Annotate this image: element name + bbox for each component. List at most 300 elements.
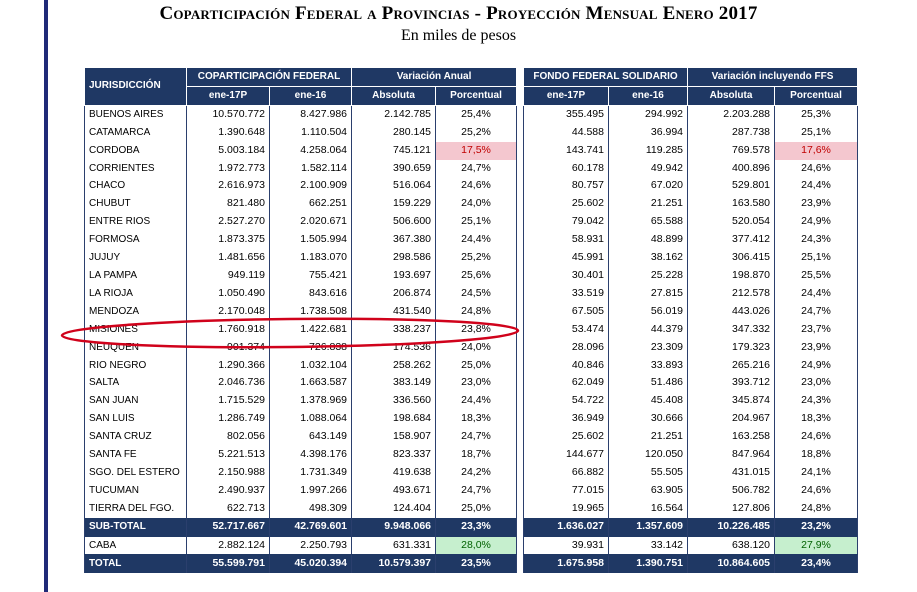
cell-var-absoluta: 206.874 <box>352 285 436 303</box>
cell-cf-ene16: 1.378.969 <box>270 392 352 410</box>
cell-ffs-porcentual: 24,6% <box>775 482 858 500</box>
cell-jurisdiccion: CHUBUT <box>85 195 187 213</box>
cell-cf-ene17p: 2.150.988 <box>187 464 270 482</box>
cell-cf-ene16: 843.616 <box>270 285 352 303</box>
cell-var-absoluta: 493.671 <box>352 482 436 500</box>
cell-ffs-absoluta: 345.874 <box>688 392 775 410</box>
cell-jurisdiccion: FORMOSA <box>85 231 187 249</box>
table-row <box>524 177 858 195</box>
cell-var-porcentual: 25,0% <box>436 357 517 375</box>
cell-ffs-ene17p: 58.931 <box>524 231 609 249</box>
table-row <box>85 142 517 160</box>
cell-ffs-ene17p: 1.636.027 <box>524 518 609 536</box>
cell-jurisdiccion: SANTA FE <box>85 446 187 464</box>
cell-jurisdiccion: CORRIENTES <box>85 160 187 178</box>
cell-ffs-absoluta: 212.578 <box>688 285 775 303</box>
cell-ffs-ene16: 51.486 <box>609 374 688 392</box>
cell-var-absoluta: 9.948.066 <box>352 518 436 536</box>
cell-ffs-absoluta: 769.578 <box>688 142 775 160</box>
cell-ffs-absoluta: 443.026 <box>688 303 775 321</box>
cell-cf-ene16: 4.258.064 <box>270 142 352 160</box>
cell-jurisdiccion: SUB-TOTAL <box>85 518 187 536</box>
cell-var-porcentual: 24,4% <box>436 231 517 249</box>
coparticipacion-table <box>84 67 517 573</box>
cell-jurisdiccion: BUENOS AIRES <box>85 105 187 123</box>
cell-cf-ene17p: 1.715.529 <box>187 392 270 410</box>
cell-ffs-ene16: 55.505 <box>609 464 688 482</box>
cell-ffs-absoluta: 10.226.485 <box>688 518 775 536</box>
cell-jurisdiccion: TUCUMAN <box>85 482 187 500</box>
table-row <box>524 231 858 249</box>
cell-var-absoluta: 198.684 <box>352 410 436 428</box>
cell-jurisdiccion: SANTA CRUZ <box>85 428 187 446</box>
table-row <box>85 339 517 357</box>
table-row <box>524 446 858 464</box>
cell-cf-ene17p: 2.046.736 <box>187 374 270 392</box>
cell-jurisdiccion: SALTA <box>85 374 187 392</box>
cell-cf-ene16: 498.309 <box>270 500 352 518</box>
table-row <box>524 142 858 160</box>
cell-ffs-porcentual: 24,4% <box>775 285 858 303</box>
cell-jurisdiccion: NEUQUEN <box>85 339 187 357</box>
cell-cf-ene17p: 802.056 <box>187 428 270 446</box>
sub-row <box>524 518 858 536</box>
cell-ffs-porcentual: 18,8% <box>775 446 858 464</box>
cell-ffs-ene16: 56.019 <box>609 303 688 321</box>
col-header-porcentual: Porcentual <box>436 86 517 105</box>
cell-jurisdiccion: CABA <box>85 536 187 555</box>
table-row <box>524 410 858 428</box>
cell-cf-ene16: 755.421 <box>270 267 352 285</box>
cell-cf-ene17p: 821.480 <box>187 195 270 213</box>
cell-cf-ene16: 4.398.176 <box>270 446 352 464</box>
cell-ffs-porcentual: 24,3% <box>775 231 858 249</box>
cell-ffs-ene16: 27.815 <box>609 285 688 303</box>
cell-cf-ene16: 45.020.394 <box>270 555 352 573</box>
table-row <box>85 303 517 321</box>
cell-var-absoluta: 390.659 <box>352 160 436 178</box>
cell-cf-ene17p: 2.490.937 <box>187 482 270 500</box>
cell-ffs-absoluta: 377.412 <box>688 231 775 249</box>
cell-var-porcentual: 28,0% <box>436 536 517 555</box>
cell-cf-ene17p: 1.290.366 <box>187 357 270 375</box>
table-row <box>524 303 858 321</box>
cell-ffs-ene17p: 33.519 <box>524 285 609 303</box>
cell-jurisdiccion: CATAMARCA <box>85 124 187 142</box>
cell-var-absoluta: 431.540 <box>352 303 436 321</box>
cell-cf-ene16: 1.738.508 <box>270 303 352 321</box>
variacion-anual-group-header: Variación Anual <box>352 68 517 87</box>
cell-ffs-porcentual: 24,1% <box>775 464 858 482</box>
cell-ffs-ene16: 65.588 <box>609 213 688 231</box>
cell-ffs-absoluta: 393.712 <box>688 374 775 392</box>
cell-ffs-ene17p: 79.042 <box>524 213 609 231</box>
table-row <box>85 410 517 428</box>
cell-var-absoluta: 174.536 <box>352 339 436 357</box>
cell-cf-ene17p: 5.003.184 <box>187 142 270 160</box>
cell-ffs-ene16: 36.994 <box>609 124 688 142</box>
cell-var-absoluta: 516.064 <box>352 177 436 195</box>
cell-var-absoluta: 383.149 <box>352 374 436 392</box>
table-row <box>85 160 517 178</box>
cell-ffs-absoluta: 2.203.288 <box>688 105 775 123</box>
col-header-ene17p: ene-17P <box>187 86 270 105</box>
cell-var-absoluta: 10.579.397 <box>352 555 436 573</box>
cell-var-porcentual: 24,7% <box>436 428 517 446</box>
col-header-ene16: ene-16 <box>270 86 352 105</box>
cell-cf-ene16: 643.149 <box>270 428 352 446</box>
cell-var-porcentual: 18,7% <box>436 446 517 464</box>
cell-ffs-absoluta: 10.864.605 <box>688 555 775 573</box>
cell-var-absoluta: 336.560 <box>352 392 436 410</box>
cell-cf-ene16: 1.997.266 <box>270 482 352 500</box>
cell-jurisdiccion: CHACO <box>85 177 187 195</box>
cell-cf-ene16: 2.020.671 <box>270 213 352 231</box>
caba-row <box>524 536 858 555</box>
cell-ffs-ene16: 33.142 <box>609 536 688 555</box>
cell-jurisdiccion: MISIONES <box>85 321 187 339</box>
table-row <box>524 105 858 123</box>
cell-cf-ene17p: 2.882.124 <box>187 536 270 555</box>
table-row <box>524 357 858 375</box>
cell-jurisdiccion: CORDOBA <box>85 142 187 160</box>
cell-cf-ene17p: 949.119 <box>187 267 270 285</box>
cell-ffs-porcentual: 24,9% <box>775 213 858 231</box>
cell-ffs-absoluta: 347.332 <box>688 321 775 339</box>
cell-cf-ene17p: 1.760.918 <box>187 321 270 339</box>
table-row <box>524 124 858 142</box>
cell-var-porcentual: 25,2% <box>436 124 517 142</box>
cell-ffs-ene17p: 62.049 <box>524 374 609 392</box>
cell-ffs-porcentual: 24,9% <box>775 357 858 375</box>
cell-ffs-ene17p: 30.401 <box>524 267 609 285</box>
table-row <box>85 464 517 482</box>
cell-var-absoluta: 2.142.785 <box>352 105 436 123</box>
cell-cf-ene16: 2.250.793 <box>270 536 352 555</box>
cell-ffs-absoluta: 265.216 <box>688 357 775 375</box>
cell-var-porcentual: 17,5% <box>436 142 517 160</box>
cell-ffs-ene16: 23.309 <box>609 339 688 357</box>
cell-cf-ene17p: 2.527.270 <box>187 213 270 231</box>
table-row <box>85 428 517 446</box>
cell-jurisdiccion: TIERRA DEL FGO. <box>85 500 187 518</box>
cell-ffs-absoluta: 127.806 <box>688 500 775 518</box>
cell-cf-ene16: 8.427.986 <box>270 105 352 123</box>
cell-ffs-ene17p: 54.722 <box>524 392 609 410</box>
table-row <box>524 464 858 482</box>
cell-cf-ene16: 1.505.994 <box>270 231 352 249</box>
cell-ffs-ene17p: 1.675.958 <box>524 555 609 573</box>
cell-var-porcentual: 25,4% <box>436 105 517 123</box>
cell-cf-ene17p: 1.286.749 <box>187 410 270 428</box>
page-subtitle: En miles de pesos <box>400 27 517 44</box>
cell-cf-ene17p: 2.616.973 <box>187 177 270 195</box>
table-row <box>85 177 517 195</box>
table-row <box>85 195 517 213</box>
table-row <box>85 249 517 267</box>
cell-var-absoluta: 338.237 <box>352 321 436 339</box>
cell-ffs-porcentual: 25,3% <box>775 105 858 123</box>
cell-var-porcentual: 24,2% <box>436 464 517 482</box>
cell-ffs-ene17p: 355.495 <box>524 105 609 123</box>
cell-ffs-porcentual: 23,0% <box>775 374 858 392</box>
table-row <box>85 285 517 303</box>
cell-ffs-ene17p: 25.602 <box>524 195 609 213</box>
cell-ffs-porcentual: 17,6% <box>775 142 858 160</box>
cell-ffs-ene16: 63.905 <box>609 482 688 500</box>
table-row <box>524 374 858 392</box>
cell-cf-ene16: 2.100.909 <box>270 177 352 195</box>
cell-ffs-ene17p: 143.741 <box>524 142 609 160</box>
table-row <box>524 339 858 357</box>
cell-var-absoluta: 193.697 <box>352 267 436 285</box>
table-row <box>85 446 517 464</box>
cell-cf-ene16: 1.663.587 <box>270 374 352 392</box>
cell-var-absoluta: 280.145 <box>352 124 436 142</box>
col-header-ffs-absoluta: Absoluta <box>688 86 775 105</box>
cell-jurisdiccion: SGO. DEL ESTERO <box>85 464 187 482</box>
cell-cf-ene16: 1.183.070 <box>270 249 352 267</box>
cell-var-porcentual: 25,0% <box>436 500 517 518</box>
cell-ffs-porcentual: 23,9% <box>775 339 858 357</box>
cell-ffs-absoluta: 506.782 <box>688 482 775 500</box>
cell-ffs-ene17p: 28.096 <box>524 339 609 357</box>
cell-var-absoluta: 823.337 <box>352 446 436 464</box>
cell-jurisdiccion: TOTAL <box>85 555 187 573</box>
cell-ffs-ene16: 21.251 <box>609 195 688 213</box>
cell-ffs-absoluta: 520.054 <box>688 213 775 231</box>
cell-ffs-ene17p: 77.015 <box>524 482 609 500</box>
cell-ffs-ene16: 25.228 <box>609 267 688 285</box>
table-row <box>85 500 517 518</box>
cell-var-absoluta: 258.262 <box>352 357 436 375</box>
cell-cf-ene17p: 55.599.791 <box>187 555 270 573</box>
cell-var-absoluta: 631.331 <box>352 536 436 555</box>
cell-ffs-ene17p: 144.677 <box>524 446 609 464</box>
table-row <box>524 500 858 518</box>
table-row <box>85 213 517 231</box>
cell-ffs-ene17p: 80.757 <box>524 177 609 195</box>
table-row <box>524 249 858 267</box>
caba-row <box>85 536 517 555</box>
cell-ffs-porcentual: 24,7% <box>775 303 858 321</box>
cell-ffs-porcentual: 24,3% <box>775 392 858 410</box>
cell-var-porcentual: 24,8% <box>436 303 517 321</box>
cell-cf-ene16: 1.731.349 <box>270 464 352 482</box>
cell-ffs-porcentual: 25,5% <box>775 267 858 285</box>
cell-var-porcentual: 24,4% <box>436 392 517 410</box>
cell-ffs-absoluta: 204.967 <box>688 410 775 428</box>
fondo-federal-group-header: FONDO FEDERAL SOLIDARIO <box>524 68 688 87</box>
cell-jurisdiccion: LA RIOJA <box>85 285 187 303</box>
table-row <box>524 321 858 339</box>
cell-ffs-porcentual: 23,9% <box>775 195 858 213</box>
cell-jurisdiccion: SAN LUIS <box>85 410 187 428</box>
cell-cf-ene17p: 622.713 <box>187 500 270 518</box>
table-row <box>85 321 517 339</box>
cell-var-absoluta: 506.600 <box>352 213 436 231</box>
coparticipacion-group-header: COPARTICIPACIÓN FEDERAL <box>187 68 352 87</box>
cell-cf-ene17p: 1.873.375 <box>187 231 270 249</box>
cell-cf-ene17p: 1.972.773 <box>187 160 270 178</box>
cell-ffs-ene17p: 66.882 <box>524 464 609 482</box>
cell-ffs-ene17p: 53.474 <box>524 321 609 339</box>
tot-row <box>85 555 517 573</box>
cell-cf-ene17p: 1.481.656 <box>187 249 270 267</box>
cell-cf-ene16: 1.032.104 <box>270 357 352 375</box>
cell-ffs-ene17p: 45.991 <box>524 249 609 267</box>
cell-cf-ene16: 1.582.114 <box>270 160 352 178</box>
cell-ffs-absoluta: 163.258 <box>688 428 775 446</box>
cell-var-porcentual: 23,8% <box>436 321 517 339</box>
cell-ffs-ene16: 49.942 <box>609 160 688 178</box>
col-header-absoluta: Absoluta <box>352 86 436 105</box>
cell-ffs-porcentual: 25,1% <box>775 249 858 267</box>
cell-ffs-absoluta: 431.015 <box>688 464 775 482</box>
cell-cf-ene16: 662.251 <box>270 195 352 213</box>
cell-var-porcentual: 24,5% <box>436 285 517 303</box>
cell-ffs-absoluta: 179.323 <box>688 339 775 357</box>
table-row <box>524 428 858 446</box>
jurisdiccion-header: JURISDICCIÓN <box>85 68 187 106</box>
cell-ffs-absoluta: 529.801 <box>688 177 775 195</box>
cell-ffs-ene17p: 60.178 <box>524 160 609 178</box>
cell-var-absoluta: 159.229 <box>352 195 436 213</box>
cell-jurisdiccion: JUJUY <box>85 249 187 267</box>
cell-var-porcentual: 24,7% <box>436 482 517 500</box>
cell-ffs-ene16: 44.379 <box>609 321 688 339</box>
cell-jurisdiccion: ENTRE RIOS <box>85 213 187 231</box>
sub-row <box>85 518 517 536</box>
cell-ffs-ene17p: 19.965 <box>524 500 609 518</box>
cell-var-absoluta: 298.586 <box>352 249 436 267</box>
cell-ffs-ene17p: 44.588 <box>524 124 609 142</box>
table-row <box>524 195 858 213</box>
cell-var-porcentual: 25,1% <box>436 213 517 231</box>
cell-var-absoluta: 419.638 <box>352 464 436 482</box>
cell-ffs-ene16: 45.408 <box>609 392 688 410</box>
table-row <box>524 160 858 178</box>
table-row <box>524 482 858 500</box>
cell-ffs-absoluta: 198.870 <box>688 267 775 285</box>
cell-ffs-ene16: 67.020 <box>609 177 688 195</box>
cell-ffs-absoluta: 847.964 <box>688 446 775 464</box>
cell-ffs-absoluta: 638.120 <box>688 536 775 555</box>
cell-ffs-ene16: 120.050 <box>609 446 688 464</box>
cell-cf-ene16: 42.769.601 <box>270 518 352 536</box>
cell-cf-ene17p: 2.170.048 <box>187 303 270 321</box>
cell-ffs-porcentual: 24,6% <box>775 428 858 446</box>
table-row <box>85 231 517 249</box>
col-header-ffs-ene17p: ene-17P <box>524 86 609 105</box>
cell-ffs-ene16: 1.390.751 <box>609 555 688 573</box>
cell-var-absoluta: 367.380 <box>352 231 436 249</box>
cell-ffs-ene17p: 36.949 <box>524 410 609 428</box>
cell-var-porcentual: 23,5% <box>436 555 517 573</box>
cell-ffs-ene16: 21.251 <box>609 428 688 446</box>
col-header-ffs-porcentual: Porcentual <box>775 86 858 105</box>
cell-var-porcentual: 25,6% <box>436 267 517 285</box>
col-header-ffs-ene16: ene-16 <box>609 86 688 105</box>
cell-cf-ene17p: 1.390.648 <box>187 124 270 142</box>
cell-ffs-ene16: 38.162 <box>609 249 688 267</box>
cell-cf-ene16: 1.422.681 <box>270 321 352 339</box>
table-row <box>85 124 517 142</box>
cell-var-absoluta: 158.907 <box>352 428 436 446</box>
cell-ffs-ene16: 294.992 <box>609 105 688 123</box>
page-title: Coparticipación Federal a Provincias - Proyección Mensual Enero 2017 <box>159 3 758 24</box>
cell-cf-ene16: 1.110.504 <box>270 124 352 142</box>
cell-var-absoluta: 745.121 <box>352 142 436 160</box>
cell-ffs-porcentual: 27,9% <box>775 536 858 555</box>
tot-row <box>524 555 858 573</box>
cell-var-porcentual: 24,6% <box>436 177 517 195</box>
cell-jurisdiccion: SAN JUAN <box>85 392 187 410</box>
cell-jurisdiccion: MENDOZA <box>85 303 187 321</box>
cell-ffs-absoluta: 287.738 <box>688 124 775 142</box>
cell-cf-ene17p: 5.221.513 <box>187 446 270 464</box>
cell-ffs-porcentual: 23,4% <box>775 555 858 573</box>
cell-ffs-porcentual: 24,4% <box>775 177 858 195</box>
fondo-federal-table <box>523 67 858 573</box>
cell-ffs-ene17p: 40.846 <box>524 357 609 375</box>
cell-cf-ene17p: 1.050.490 <box>187 285 270 303</box>
cell-ffs-porcentual: 24,8% <box>775 500 858 518</box>
cell-ffs-absoluta: 163.580 <box>688 195 775 213</box>
table-row <box>524 267 858 285</box>
cell-cf-ene16: 1.088.064 <box>270 410 352 428</box>
table-row <box>85 105 517 123</box>
table-row <box>524 285 858 303</box>
cell-ffs-absoluta: 306.415 <box>688 249 775 267</box>
cell-ffs-porcentual: 25,1% <box>775 124 858 142</box>
cell-cf-ene16: 726.838 <box>270 339 352 357</box>
cell-var-porcentual: 25,2% <box>436 249 517 267</box>
table-row <box>85 267 517 285</box>
cell-var-porcentual: 24,0% <box>436 339 517 357</box>
cell-cf-ene17p: 901.374 <box>187 339 270 357</box>
cell-var-absoluta: 124.404 <box>352 500 436 518</box>
cell-var-porcentual: 23,0% <box>436 374 517 392</box>
cell-ffs-ene16: 33.893 <box>609 357 688 375</box>
cell-var-porcentual: 18,3% <box>436 410 517 428</box>
cell-var-porcentual: 24,0% <box>436 195 517 213</box>
cell-cf-ene17p: 52.717.667 <box>187 518 270 536</box>
cell-ffs-porcentual: 24,6% <box>775 160 858 178</box>
table-row <box>524 213 858 231</box>
cell-ffs-porcentual: 23,7% <box>775 321 858 339</box>
cell-ffs-ene16: 30.666 <box>609 410 688 428</box>
cell-ffs-ene17p: 39.931 <box>524 536 609 555</box>
cell-jurisdiccion: RIO NEGRO <box>85 357 187 375</box>
cell-ffs-ene16: 119.285 <box>609 142 688 160</box>
table-row <box>85 482 517 500</box>
table-row <box>85 374 517 392</box>
page-left-border <box>44 0 48 592</box>
cell-ffs-porcentual: 18,3% <box>775 410 858 428</box>
variacion-ffs-group-header: Variación incluyendo FFS <box>688 68 858 87</box>
cell-var-porcentual: 24,7% <box>436 160 517 178</box>
cell-cf-ene17p: 10.570.772 <box>187 105 270 123</box>
cell-var-porcentual: 23,3% <box>436 518 517 536</box>
table-row <box>524 392 858 410</box>
cell-ffs-ene16: 48.899 <box>609 231 688 249</box>
cell-ffs-ene17p: 67.505 <box>524 303 609 321</box>
cell-jurisdiccion: LA PAMPA <box>85 267 187 285</box>
cell-ffs-absoluta: 400.896 <box>688 160 775 178</box>
table-row <box>85 357 517 375</box>
cell-ffs-ene17p: 25.602 <box>524 428 609 446</box>
